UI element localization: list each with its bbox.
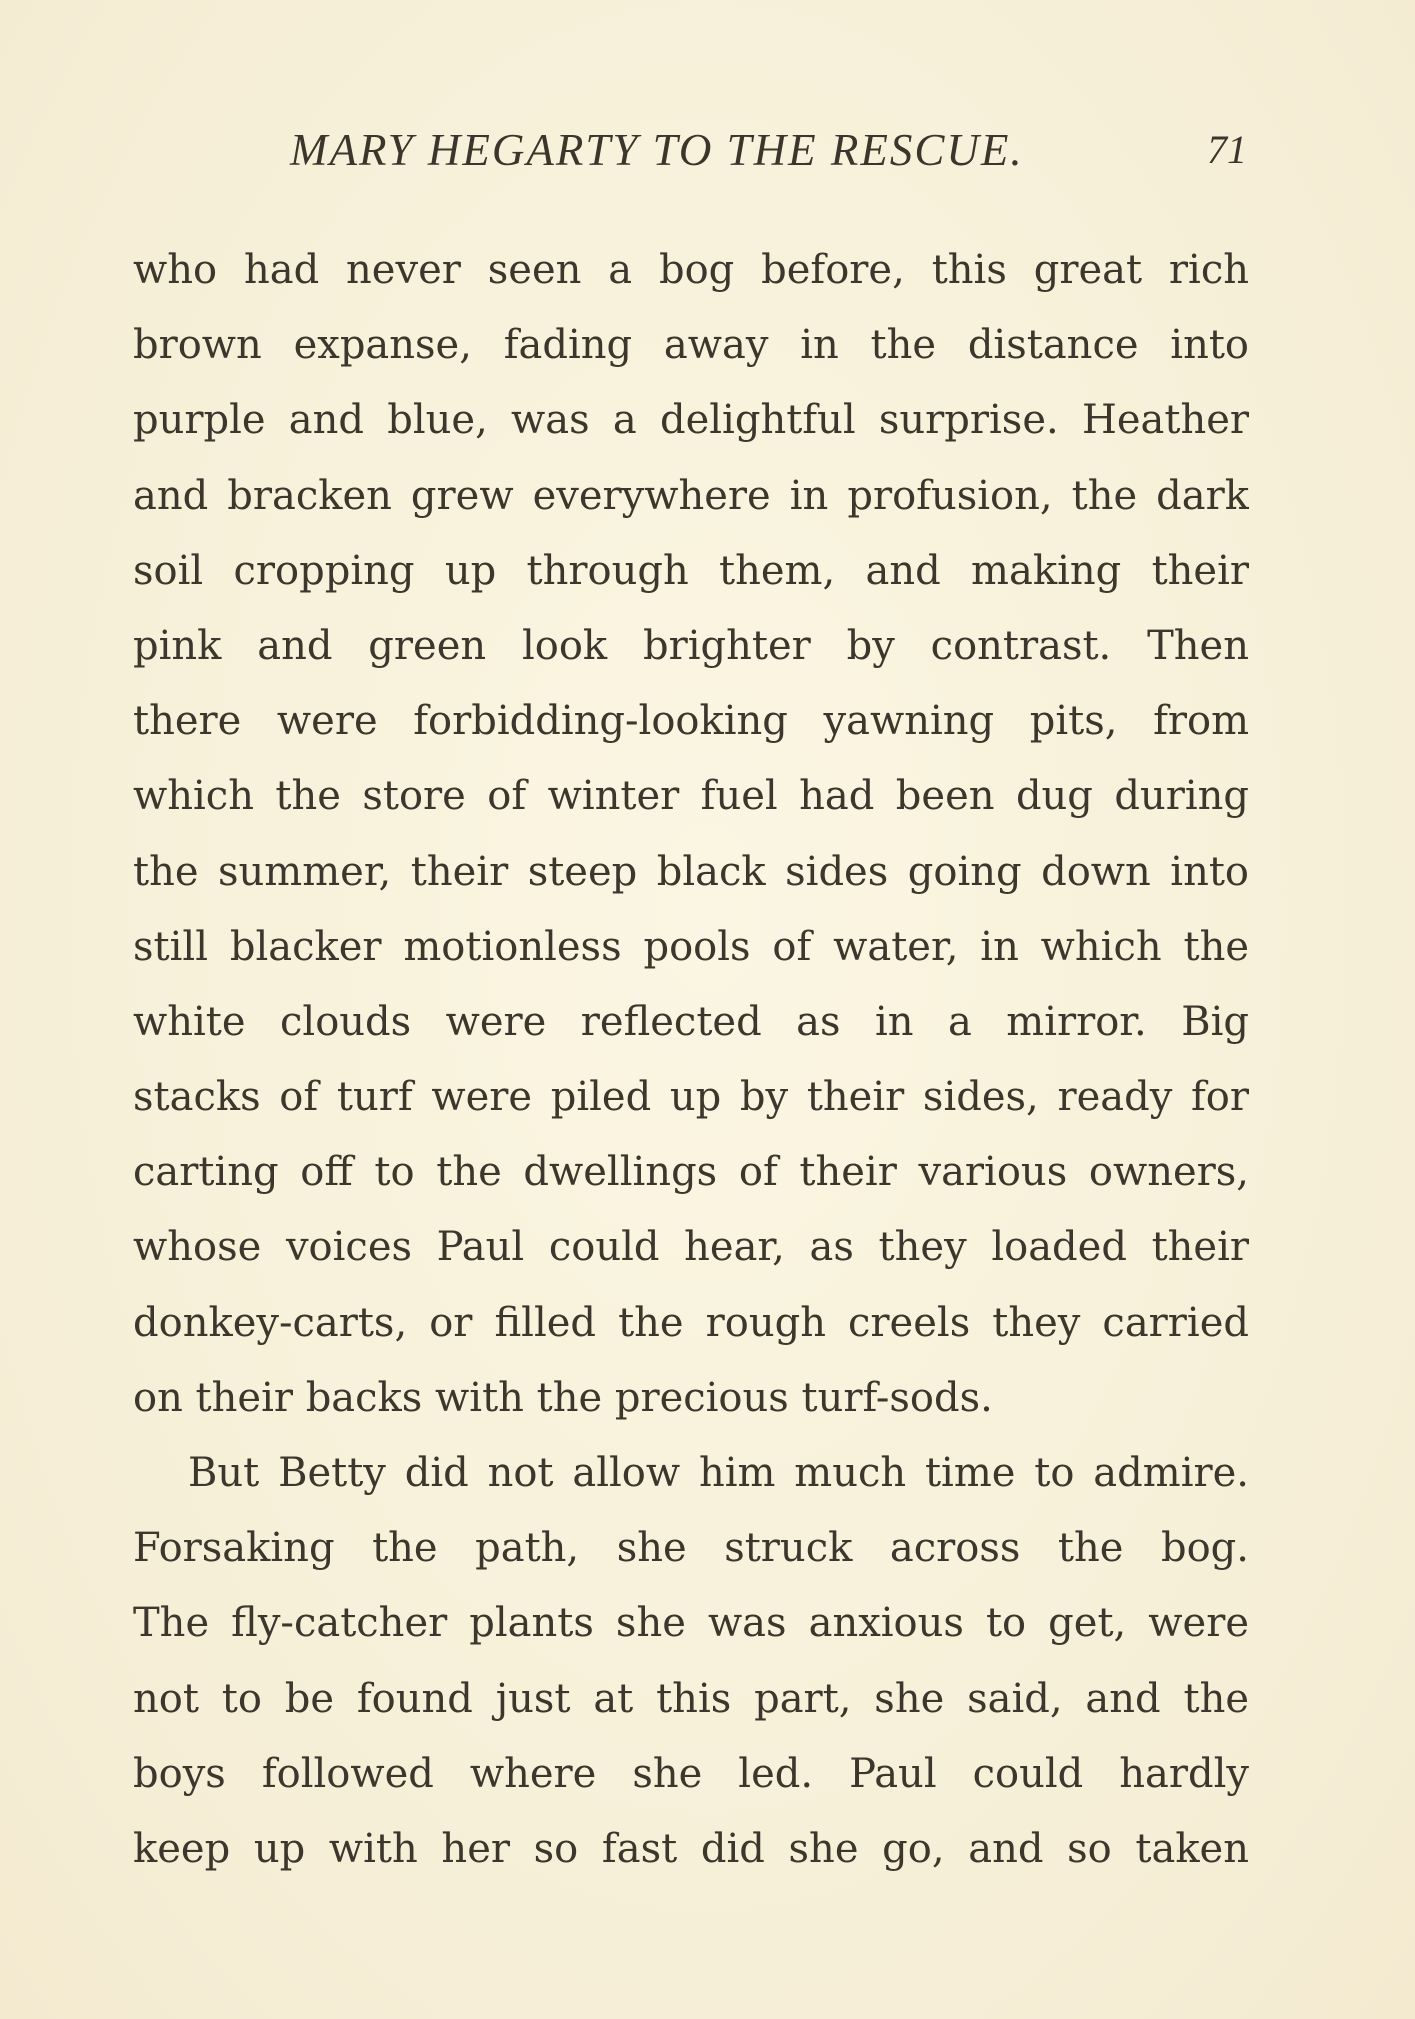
text-line: purple and blue, was a delightful surprise. Heather — [133, 397, 1249, 444]
text-line: pink and green look brighter by contrast. Then — [133, 622, 1249, 669]
text-line: which the store of winter fuel had been dug during — [133, 773, 1249, 820]
text-line: not to be found just at this part, she said, and the — [133, 1675, 1249, 1722]
body-text — [133, 233, 1249, 1887]
text-line: there were forbidding-looking yawning pits, from — [133, 698, 1249, 745]
text-line: stacks of turf were piled up by their sides, ready for — [133, 1074, 1249, 1121]
paragraph-start-line: But Betty did not allow him much time to admire. — [188, 1450, 1249, 1496]
text-line: boys followed where she led. Paul could hardly — [133, 1750, 1249, 1797]
running-title: MARY HEGARTY TO THE RESCUE. — [290, 125, 1024, 175]
text-line: The fly-catcher plants she was anxious to get, were — [133, 1600, 1249, 1647]
paragraph-end-line: on their backs with the precious turf-sods. — [133, 1374, 993, 1421]
text-line: the summer, their steep black sides going down into — [133, 848, 1249, 895]
running-head — [0, 124, 1415, 184]
text-line: still blacker motionless pools of water, in which the — [133, 923, 1249, 970]
text-line: donkey-carts, or filled the rough creels they carried — [133, 1299, 1249, 1346]
page-number: 71 — [1207, 127, 1247, 172]
text-line: who had never seen a bog before, this great rich — [133, 247, 1249, 293]
text-line: Forsaking the path, she struck across the bog. — [133, 1525, 1249, 1572]
text-line: and bracken grew everywhere in profusion, the dark — [133, 472, 1249, 519]
text-line: carting off to the dwellings of their various owners, — [133, 1149, 1249, 1196]
text-line: whose voices Paul could hear, as they loaded their — [133, 1224, 1249, 1271]
text-line: brown expanse, fading away in the distance into — [133, 322, 1249, 369]
text-line: white clouds were reflected as in a mirror. Big — [133, 998, 1249, 1045]
text-line: soil cropping up through them, and making their — [133, 547, 1249, 594]
text-line: keep up with her so fast did she go, and so taken — [133, 1825, 1249, 1872]
